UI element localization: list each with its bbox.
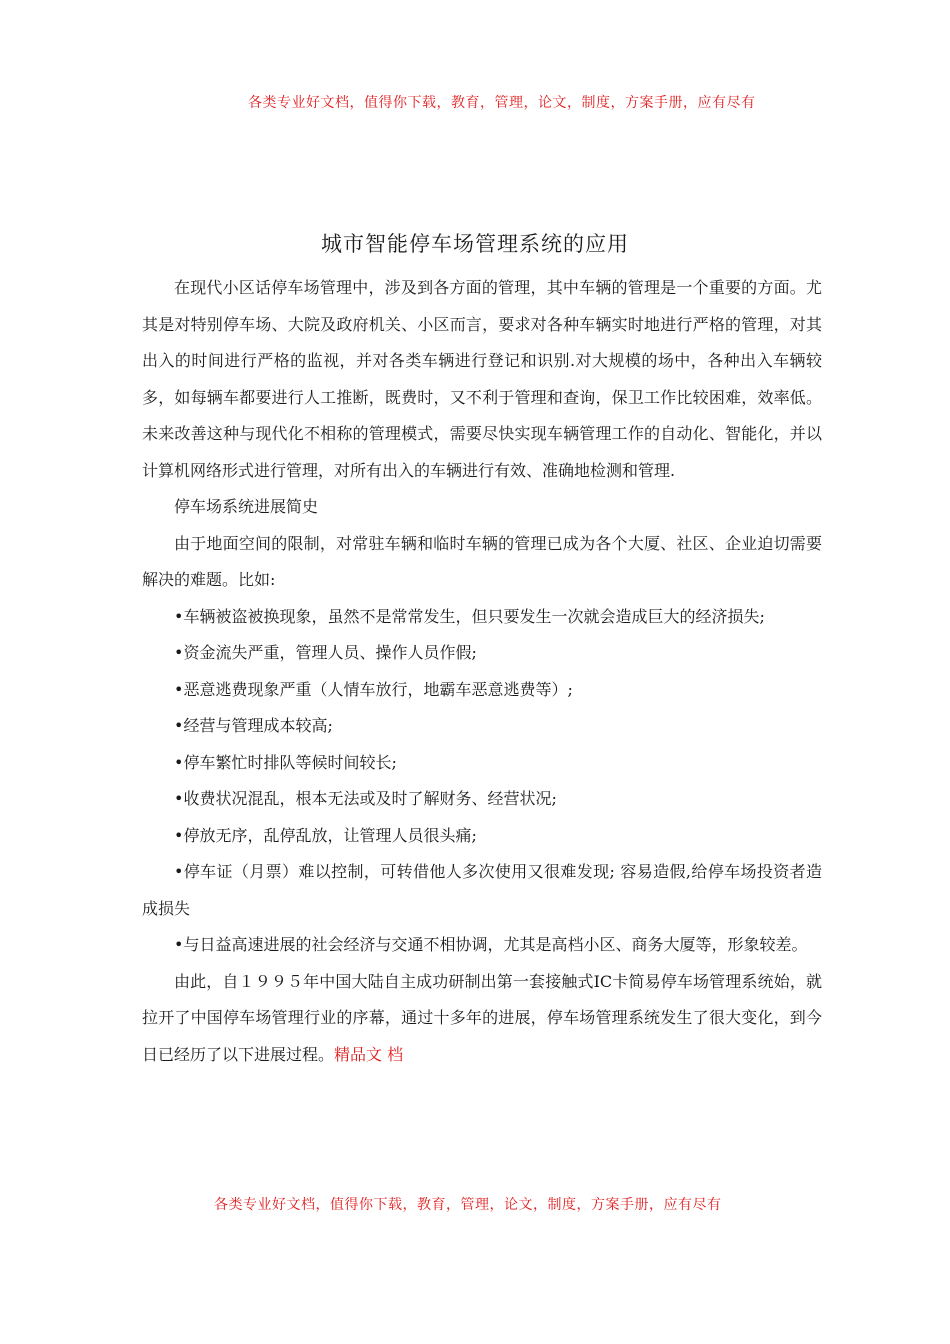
section-heading-history: 停车场系统进展简史: [174, 497, 319, 516]
paragraph-intro: 在现代小区话停车场管理中，涉及到各方面的管理，其中车辆的管理是一个重要的方面。尤其是对特别停车场、大院及政府机关、小区而言，要求对各种车辆实时地进行严格的管理，对其出入的时间进行严格的监视，并对各类车辆进行登记和识别.对大规模的场中，各种出入车辆较多，如每辆车都要进行人工推断，既费时，又不利于管理和查询，保卫工作比较困难，效率低。未来改善这种与现代化不相称的管理模式，需要尽快实现车辆管理工作的自动化、智能化，并以计算机网络形式进行管理，对所有出入的车辆进行有效、准确地检测和管理.: [142, 278, 822, 480]
bullet-permit: •停车证（月票）难以控制，可转借他人多次使用又很难发现; 容易造假,给停车场投资者造成损失: [142, 862, 822, 918]
header-banner: 各类专业好文档，值得你下载，教育，管理，论文，制度，方案手册，应有尽有: [248, 95, 756, 111]
conclusion-text: 由此，自１９９５年中国大陆自主成功研制出第一套接触式IC卡简易停车场管理系统始，就拉开了中国停车场管理行业的序幕，通过十多年的进展，停车场管理系统发生了很大变化，到今日已经历了以下进展过程。: [142, 971, 822, 1064]
paragraph-space-limit: 由于地面空间的限制，对常驻车辆和临时车辆的管理已成为各个大厦、社区、企业迫切需要解决的难题。比如:: [142, 533, 822, 589]
bullet-fee-chaos: •收费状况混乱，根本无法或及时了解财务、经营状况;: [174, 789, 557, 808]
bullet-image: •与日益高速进展的社会经济与交通不相协调，尤其是高档小区、商务大厦等，形象较差。: [174, 935, 808, 954]
bullet-queue: •停车繁忙时排队等候时间较长;: [174, 752, 397, 772]
bullet-fee-evasion: •恶意逃费现象严重（人情车放行，地霸车恶意逃费等）;: [174, 679, 573, 699]
footer-banner: 各类专业好文档，值得你下载，教育，管理，论文，制度，方案手册，应有尽有: [214, 1197, 722, 1213]
inline-mark: 精品文 档: [334, 1044, 404, 1064]
bullet-disorder: •停放无序，乱停乱放，让管理人员很头痛;: [174, 825, 477, 845]
paragraph-conclusion: [142, 964, 822, 1074]
bullet-fund-loss: •资金流失严重，管理人员、操作人员作假;: [174, 643, 477, 662]
document-title: 城市智能停车场管理系统的应用: [321, 232, 629, 256]
bullet-high-cost: •经营与管理成本较高;: [174, 716, 333, 735]
bullet-theft: •车辆被盗被换现象，虽然不是常常发生，但只要发生一次就会造成巨大的经济损失;: [174, 606, 765, 626]
document-body: [142, 270, 822, 1073]
